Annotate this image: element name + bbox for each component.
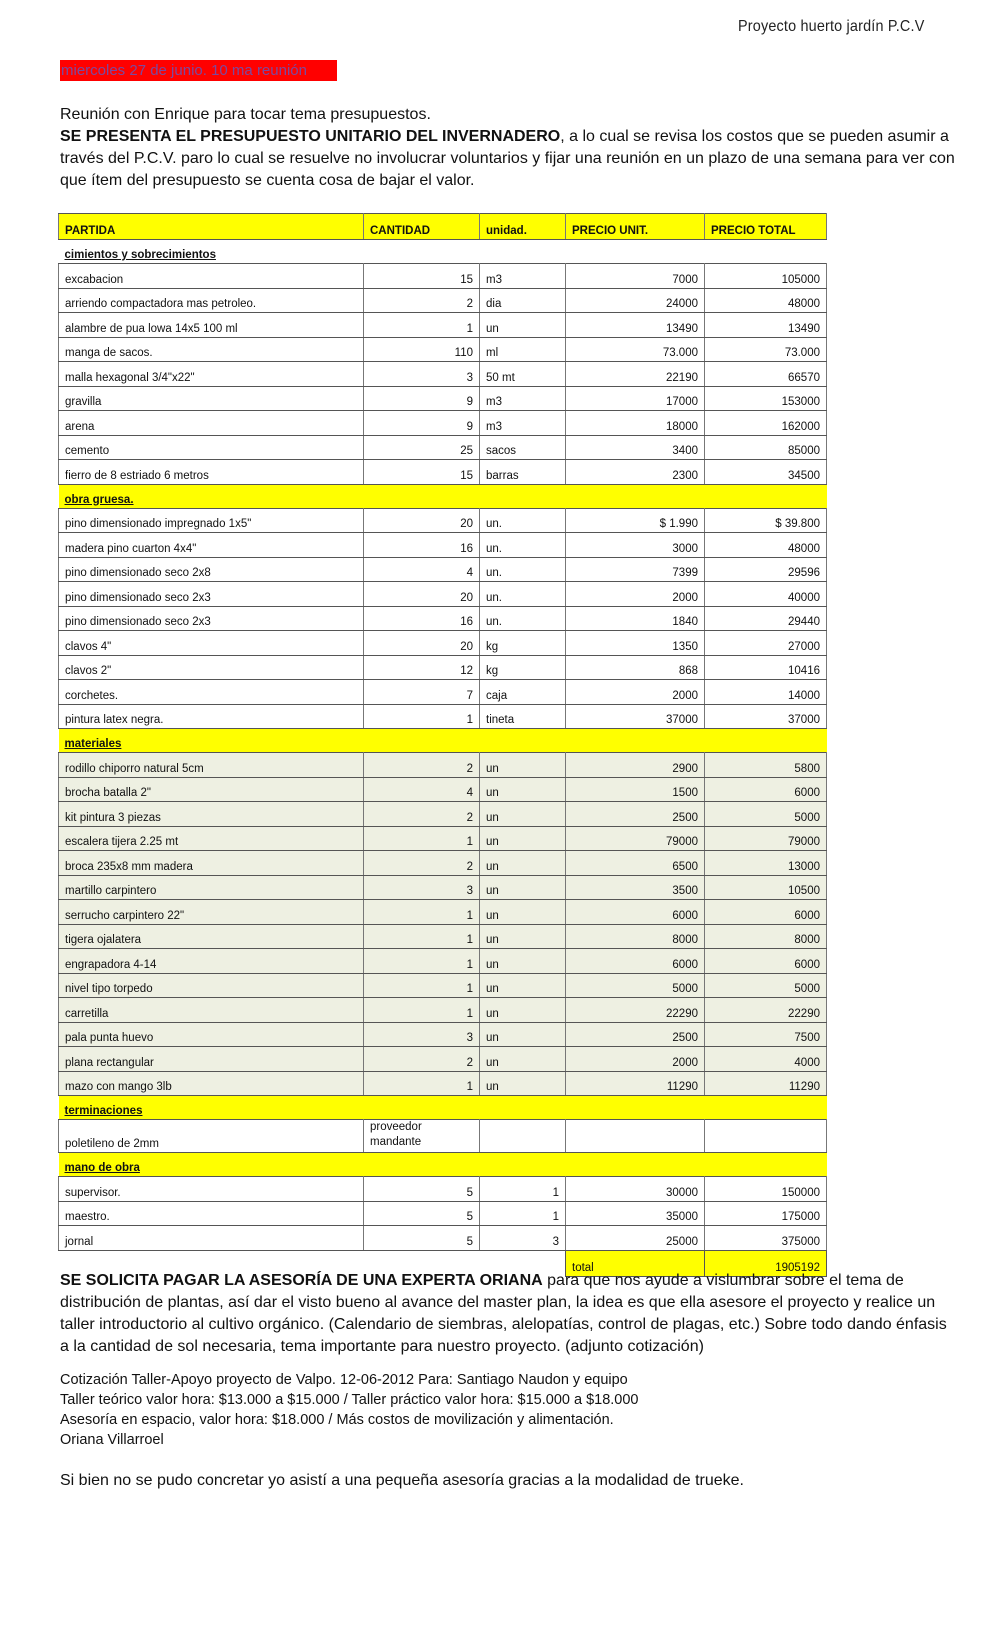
cantidad-cell: 4 bbox=[364, 777, 480, 802]
cantidad-cell: 1 bbox=[364, 924, 480, 949]
unidad-cell: 50 mt bbox=[480, 362, 566, 387]
intro-bold-lead: SE PRESENTA EL PRESUPUESTO UNITARIO DEL INVERNADERO bbox=[60, 128, 561, 145]
precio-total-cell: 34500 bbox=[705, 460, 827, 485]
table-row bbox=[59, 924, 827, 949]
precio-total-cell: 8000 bbox=[705, 924, 827, 949]
precio-unit-cell: 35000 bbox=[566, 1201, 705, 1226]
cantidad-cell: 9 bbox=[364, 411, 480, 436]
section-filler-cell bbox=[480, 1096, 566, 1120]
precio-total-cell: 27000 bbox=[705, 631, 827, 656]
partida-cell: pala punta huevo bbox=[59, 1022, 364, 1047]
partida-cell: broca 235x8 mm madera bbox=[59, 851, 364, 876]
section-filler-cell bbox=[364, 729, 480, 753]
unidad-cell: m3 bbox=[480, 264, 566, 289]
cantidad-cell: 12 bbox=[364, 655, 480, 680]
precio-total-cell: 14000 bbox=[705, 680, 827, 705]
partida-cell: pino dimensionado seco 2x3 bbox=[59, 606, 364, 631]
cantidad-cell: 110 bbox=[364, 337, 480, 362]
table-row bbox=[59, 704, 827, 729]
precio-unit-cell: 79000 bbox=[566, 826, 705, 851]
section-filler-cell bbox=[364, 1096, 480, 1120]
partida-cell: jornal bbox=[59, 1226, 364, 1251]
cantidad-cell: 20 bbox=[364, 631, 480, 656]
table-header-row bbox=[59, 214, 827, 240]
table-row bbox=[59, 264, 827, 289]
section-filler-cell bbox=[705, 484, 827, 508]
precio-unit-cell: 2900 bbox=[566, 753, 705, 778]
precio-total-cell: 13000 bbox=[705, 851, 827, 876]
precio-unit-cell: 37000 bbox=[566, 704, 705, 729]
cantidad-cell: 20 bbox=[364, 582, 480, 607]
unidad-cell: un bbox=[480, 777, 566, 802]
table-row bbox=[59, 508, 827, 533]
table-row bbox=[59, 973, 827, 998]
table-row bbox=[59, 753, 827, 778]
partida-cell: excabacion bbox=[59, 264, 364, 289]
cantidad-cell: 16 bbox=[364, 606, 480, 631]
cantidad-cell: 1 bbox=[364, 704, 480, 729]
quotation-block bbox=[60, 1370, 960, 1450]
table-row bbox=[59, 851, 827, 876]
precio-total-cell: 153000 bbox=[705, 386, 827, 411]
section-filler-cell bbox=[705, 729, 827, 753]
unidad-cell: barras bbox=[480, 460, 566, 485]
table-row bbox=[59, 1177, 827, 1202]
precio-unit-cell: 6000 bbox=[566, 900, 705, 925]
precio-total-cell: 10500 bbox=[705, 875, 827, 900]
precio-unit-cell: 5000 bbox=[566, 973, 705, 998]
intro-budget-note bbox=[60, 126, 960, 192]
partida-cell: gravilla bbox=[59, 386, 364, 411]
section-filler-cell bbox=[480, 240, 566, 264]
cantidad-cell: 20 bbox=[364, 508, 480, 533]
partida-cell: escalera tijera 2.25 mt bbox=[59, 826, 364, 851]
unidad-cell: m3 bbox=[480, 386, 566, 411]
partida-cell: kit pintura 3 piezas bbox=[59, 802, 364, 827]
unidad-cell: un bbox=[480, 1071, 566, 1096]
section-filler-cell bbox=[364, 1153, 480, 1177]
section-filler-cell bbox=[705, 1153, 827, 1177]
unidad-cell: un. bbox=[480, 533, 566, 558]
supplier-note: proveedor mandante bbox=[370, 1121, 422, 1148]
partida-cell: arena bbox=[59, 411, 364, 436]
partida-cell: martillo carpintero bbox=[59, 875, 364, 900]
quote-signature: Oriana Villarroel bbox=[60, 1432, 164, 1448]
quote-line: Asesoría en espacio, valor hora: $18.000 / Más costos de movilización y alimentación. bbox=[60, 1412, 614, 1428]
precio-total-cell: 105000 bbox=[705, 264, 827, 289]
precio-unit-cell: 3000 bbox=[566, 533, 705, 558]
section-header-row bbox=[59, 240, 827, 264]
unidad-cell: 1 bbox=[480, 1201, 566, 1226]
unidad-cell: un. bbox=[480, 582, 566, 607]
precio-total-cell: 5000 bbox=[705, 802, 827, 827]
section-header-row bbox=[59, 729, 827, 753]
unidad-cell: ml bbox=[480, 337, 566, 362]
section-header-row bbox=[59, 484, 827, 508]
request-rest: para que nos ayude a vislumbrar sobre el tema de distribución de plantas, así dar el visto bueno al avance del master plan, la idea es que ella asesore el proyecto y realice un taller introductorio al cultivo orgánico. (Calendario de siembras, alelopatías, control de plagas, etc.) Sobre todo dando énfasis a la cantidad de sol necesaria, tema importante para nuestro proyecto. (adjunto cotización) bbox=[60, 1272, 947, 1355]
section-title: materiales bbox=[59, 729, 364, 753]
precio-total-cell: 6000 bbox=[705, 777, 827, 802]
section-title: cimientos y sobrecimientos bbox=[59, 240, 364, 264]
cantidad-cell: 5 bbox=[364, 1226, 480, 1251]
precio-unit-cell: 18000 bbox=[566, 411, 705, 436]
intro-line: Reunión con Enrique para tocar tema presupuestos. bbox=[60, 106, 431, 123]
precio-unit-cell: 8000 bbox=[566, 924, 705, 949]
unidad-cell: 3 bbox=[480, 1226, 566, 1251]
cantidad-cell: 25 bbox=[364, 435, 480, 460]
precio-unit-cell: 2300 bbox=[566, 460, 705, 485]
cantidad-cell: 15 bbox=[364, 264, 480, 289]
partida-cell: clavos 2" bbox=[59, 655, 364, 680]
cantidad-cell: 7 bbox=[364, 680, 480, 705]
precio-total-cell: 79000 bbox=[705, 826, 827, 851]
precio-total-cell bbox=[705, 1120, 827, 1153]
table-row bbox=[59, 802, 827, 827]
precio-unit-cell bbox=[566, 1120, 705, 1153]
request-paragraph bbox=[60, 1270, 960, 1358]
precio-total-cell: 7500 bbox=[705, 1022, 827, 1047]
precio-unit-cell: 3400 bbox=[566, 435, 705, 460]
unidad-cell: caja bbox=[480, 680, 566, 705]
col-header-cantidad: CANTIDAD bbox=[364, 214, 480, 240]
section-header-row bbox=[59, 1096, 827, 1120]
partida-cell: cemento bbox=[59, 435, 364, 460]
unidad-cell: dia bbox=[480, 288, 566, 313]
cantidad-cell: 2 bbox=[364, 802, 480, 827]
precio-total-cell: 6000 bbox=[705, 949, 827, 974]
table-row bbox=[59, 557, 827, 582]
precio-unit-cell: 11290 bbox=[566, 1071, 705, 1096]
unidad-cell: un bbox=[480, 949, 566, 974]
cantidad-cell: 1 bbox=[364, 826, 480, 851]
precio-total-cell: 73.000 bbox=[705, 337, 827, 362]
unidad-cell: kg bbox=[480, 631, 566, 656]
cantidad-cell: 1 bbox=[364, 973, 480, 998]
project-title: Proyecto huerto jardín P.C.V bbox=[738, 18, 925, 35]
cantidad-cell: 5 bbox=[364, 1177, 480, 1202]
table-row bbox=[59, 631, 827, 656]
table-row bbox=[59, 1226, 827, 1251]
partida-cell: carretilla bbox=[59, 998, 364, 1023]
cantidad-cell: 16 bbox=[364, 533, 480, 558]
cantidad-cell: 5 bbox=[364, 1201, 480, 1226]
unidad-cell: 1 bbox=[480, 1177, 566, 1202]
partida-cell: engrapadora 4-14 bbox=[59, 949, 364, 974]
precio-total-cell: 175000 bbox=[705, 1201, 827, 1226]
precio-total-cell: 22290 bbox=[705, 998, 827, 1023]
table-row bbox=[59, 875, 827, 900]
precio-unit-cell: $ 1.990 bbox=[566, 508, 705, 533]
section-filler-cell bbox=[566, 240, 705, 264]
section-header-row bbox=[59, 1153, 827, 1177]
precio-total-cell: 375000 bbox=[705, 1226, 827, 1251]
cantidad-cell: 15 bbox=[364, 460, 480, 485]
unidad-cell: un. bbox=[480, 508, 566, 533]
cantidad-cell: 2 bbox=[364, 288, 480, 313]
unidad-cell: un bbox=[480, 826, 566, 851]
section-filler-cell bbox=[480, 1153, 566, 1177]
precio-unit-cell: 7000 bbox=[566, 264, 705, 289]
partida-cell: nivel tipo torpedo bbox=[59, 973, 364, 998]
unidad-cell: un bbox=[480, 1022, 566, 1047]
cantidad-cell: 2 bbox=[364, 1047, 480, 1072]
section-filler-cell bbox=[566, 1096, 705, 1120]
cantidad-cell: 1 bbox=[364, 313, 480, 338]
table-row bbox=[59, 826, 827, 851]
precio-total-cell: 150000 bbox=[705, 1177, 827, 1202]
unidad-cell: un bbox=[480, 313, 566, 338]
precio-unit-cell: 17000 bbox=[566, 386, 705, 411]
table-row bbox=[59, 411, 827, 436]
table-row bbox=[59, 680, 827, 705]
col-header-precio-unit: PRECIO UNIT. bbox=[566, 214, 705, 240]
partida-cell: arriendo compactadora mas petroleo. bbox=[59, 288, 364, 313]
unidad-cell: sacos bbox=[480, 435, 566, 460]
partida-cell: brocha batalla 2" bbox=[59, 777, 364, 802]
precio-total-cell: 13490 bbox=[705, 313, 827, 338]
section-filler-cell bbox=[480, 729, 566, 753]
precio-unit-cell: 24000 bbox=[566, 288, 705, 313]
cantidad-cell: 1 bbox=[364, 949, 480, 974]
col-header-partida: PARTIDA bbox=[59, 214, 364, 240]
partida-cell: rodillo chiporro natural 5cm bbox=[59, 753, 364, 778]
col-header-unidad: unidad. bbox=[480, 214, 566, 240]
unidad-cell bbox=[480, 1120, 566, 1153]
closing-paragraph: Si bien no se pudo concretar yo asistí a una pequeña asesoría gracias a la modalidad de trueke. bbox=[60, 1472, 744, 1489]
partida-cell: madera pino cuarton 4x4" bbox=[59, 533, 364, 558]
table-row bbox=[59, 900, 827, 925]
precio-unit-cell: 2500 bbox=[566, 1022, 705, 1047]
precio-total-cell: 66570 bbox=[705, 362, 827, 387]
precio-unit-cell: 6000 bbox=[566, 949, 705, 974]
unidad-cell: un bbox=[480, 900, 566, 925]
precio-unit-cell: 30000 bbox=[566, 1177, 705, 1202]
meeting-date-banner: miercoles 27 de junio. 10 ma reunión bbox=[60, 60, 337, 81]
cantidad-cell: 3 bbox=[364, 1022, 480, 1047]
unidad-cell: un bbox=[480, 753, 566, 778]
precio-total-cell: 10416 bbox=[705, 655, 827, 680]
precio-unit-cell: 2500 bbox=[566, 802, 705, 827]
precio-unit-cell: 25000 bbox=[566, 1226, 705, 1251]
precio-unit-cell: 6500 bbox=[566, 851, 705, 876]
precio-unit-cell: 1840 bbox=[566, 606, 705, 631]
table-row bbox=[59, 582, 827, 607]
partida-cell: serrucho carpintero 22" bbox=[59, 900, 364, 925]
section-filler-cell bbox=[364, 240, 480, 264]
unidad-cell: un. bbox=[480, 606, 566, 631]
precio-unit-cell: 2000 bbox=[566, 680, 705, 705]
partida-cell: pino dimensionado impregnado 1x5" bbox=[59, 508, 364, 533]
cantidad-cell: 4 bbox=[364, 557, 480, 582]
unidad-cell: un bbox=[480, 998, 566, 1023]
total-label: total bbox=[566, 1250, 705, 1276]
precio-total-cell: 29596 bbox=[705, 557, 827, 582]
cantidad-cell: 9 bbox=[364, 386, 480, 411]
precio-unit-cell: 3500 bbox=[566, 875, 705, 900]
intro-rest: , a lo cual se revisa los costos que se pueden asumir a través del P.C.V. paro lo cual se resuelve no involucrar voluntarios y fijar una reunión en un plazo de una semana para ver con que ítem del presupuesto se cuenta cosa de bajar el valor. bbox=[60, 128, 955, 189]
partida-cell: malla hexagonal 3/4"x22" bbox=[59, 362, 364, 387]
unidad-cell: un bbox=[480, 924, 566, 949]
partida-cell: pino dimensionado seco 2x3 bbox=[59, 582, 364, 607]
unidad-cell: un. bbox=[480, 557, 566, 582]
cantidad-cell: 2 bbox=[364, 753, 480, 778]
partida-cell: pino dimensionado seco 2x8 bbox=[59, 557, 364, 582]
col-header-precio-total: PRECIO TOTAL bbox=[705, 214, 827, 240]
partida-cell: alambre de pua lowa 14x5 100 ml bbox=[59, 313, 364, 338]
precio-total-cell: 85000 bbox=[705, 435, 827, 460]
partida-cell: pintura latex negra. bbox=[59, 704, 364, 729]
section-filler-cell bbox=[566, 1153, 705, 1177]
precio-unit-cell: 2000 bbox=[566, 582, 705, 607]
table-row bbox=[59, 337, 827, 362]
precio-unit-cell: 7399 bbox=[566, 557, 705, 582]
precio-total-cell: 5800 bbox=[705, 753, 827, 778]
precio-unit-cell: 13490 bbox=[566, 313, 705, 338]
unidad-cell: un bbox=[480, 875, 566, 900]
section-title: obra gruesa. bbox=[59, 484, 364, 508]
partida-cell: poletileno de 2mm bbox=[59, 1120, 364, 1153]
unidad-cell: un bbox=[480, 851, 566, 876]
table-row bbox=[59, 386, 827, 411]
table-row bbox=[59, 998, 827, 1023]
cantidad-cell: 1 bbox=[364, 900, 480, 925]
section-filler-cell bbox=[480, 484, 566, 508]
precio-total-cell: 5000 bbox=[705, 973, 827, 998]
precio-unit-cell: 22290 bbox=[566, 998, 705, 1023]
unidad-cell: tineta bbox=[480, 704, 566, 729]
table-row bbox=[59, 1201, 827, 1226]
precio-total-cell: 11290 bbox=[705, 1071, 827, 1096]
intro-paragraph bbox=[60, 104, 960, 192]
partida-cell: tigera ojalatera bbox=[59, 924, 364, 949]
unidad-cell: un bbox=[480, 802, 566, 827]
section-title: terminaciones bbox=[59, 1096, 364, 1120]
table-row bbox=[59, 313, 827, 338]
table-row bbox=[59, 1120, 827, 1153]
table-row bbox=[59, 288, 827, 313]
precio-unit-cell: 1500 bbox=[566, 777, 705, 802]
table-row bbox=[59, 777, 827, 802]
partida-cell: supervisor. bbox=[59, 1177, 364, 1202]
section-filler-cell bbox=[705, 240, 827, 264]
precio-total-cell: 29440 bbox=[705, 606, 827, 631]
partida-cell: maestro. bbox=[59, 1201, 364, 1226]
budget-table bbox=[58, 213, 827, 1277]
quote-line: Taller teórico valor hora: $13.000 a $15.000 / Taller práctico valor hora: $15.000 a $18.000 bbox=[60, 1392, 639, 1408]
section-filler-cell bbox=[566, 484, 705, 508]
cantidad-cell: 3 bbox=[364, 875, 480, 900]
section-filler-cell bbox=[566, 729, 705, 753]
total-value: 1905192 bbox=[705, 1250, 827, 1276]
precio-total-cell: 40000 bbox=[705, 582, 827, 607]
cantidad-cell: 3 bbox=[364, 362, 480, 387]
table-row bbox=[59, 362, 827, 387]
table-row bbox=[59, 606, 827, 631]
partida-cell: corchetes. bbox=[59, 680, 364, 705]
precio-total-cell: 162000 bbox=[705, 411, 827, 436]
table-row bbox=[59, 533, 827, 558]
cantidad-cell: 2 bbox=[364, 851, 480, 876]
table-row bbox=[59, 1071, 827, 1096]
partida-cell: plana rectangular bbox=[59, 1047, 364, 1072]
partida-cell: manga de sacos. bbox=[59, 337, 364, 362]
table-row bbox=[59, 949, 827, 974]
precio-total-cell: 37000 bbox=[705, 704, 827, 729]
partida-cell: mazo con mango 3lb bbox=[59, 1071, 364, 1096]
unidad-cell: kg bbox=[480, 655, 566, 680]
unidad-cell: un bbox=[480, 1047, 566, 1072]
section-title: mano de obra bbox=[59, 1153, 364, 1177]
cantidad-cell bbox=[364, 1120, 480, 1153]
request-bold-lead: SE SOLICITA PAGAR LA ASESORÍA DE UNA EXPERTA ORIANA bbox=[60, 1272, 543, 1289]
precio-unit-cell: 73.000 bbox=[566, 337, 705, 362]
table-row bbox=[59, 460, 827, 485]
table-row bbox=[59, 435, 827, 460]
precio-total-cell: 48000 bbox=[705, 533, 827, 558]
unidad-cell: un bbox=[480, 973, 566, 998]
precio-total-cell: $ 39.800 bbox=[705, 508, 827, 533]
precio-unit-cell: 2000 bbox=[566, 1047, 705, 1072]
table-row bbox=[59, 1047, 827, 1072]
cantidad-cell: 1 bbox=[364, 998, 480, 1023]
partida-cell: clavos 4" bbox=[59, 631, 364, 656]
partida-cell: fierro de 8 estriado 6 metros bbox=[59, 460, 364, 485]
precio-total-cell: 6000 bbox=[705, 900, 827, 925]
table-row bbox=[59, 655, 827, 680]
quote-line: Cotización Taller-Apoyo proyecto de Valpo. 12-06-2012 Para: Santiago Naudon y equipo bbox=[60, 1372, 628, 1388]
precio-total-cell: 48000 bbox=[705, 288, 827, 313]
section-filler-cell bbox=[364, 484, 480, 508]
unidad-cell: m3 bbox=[480, 411, 566, 436]
precio-unit-cell: 868 bbox=[566, 655, 705, 680]
section-filler-cell bbox=[705, 1096, 827, 1120]
precio-total-cell: 4000 bbox=[705, 1047, 827, 1072]
precio-unit-cell: 1350 bbox=[566, 631, 705, 656]
cantidad-cell: 1 bbox=[364, 1071, 480, 1096]
precio-unit-cell: 22190 bbox=[566, 362, 705, 387]
table-row bbox=[59, 1022, 827, 1047]
